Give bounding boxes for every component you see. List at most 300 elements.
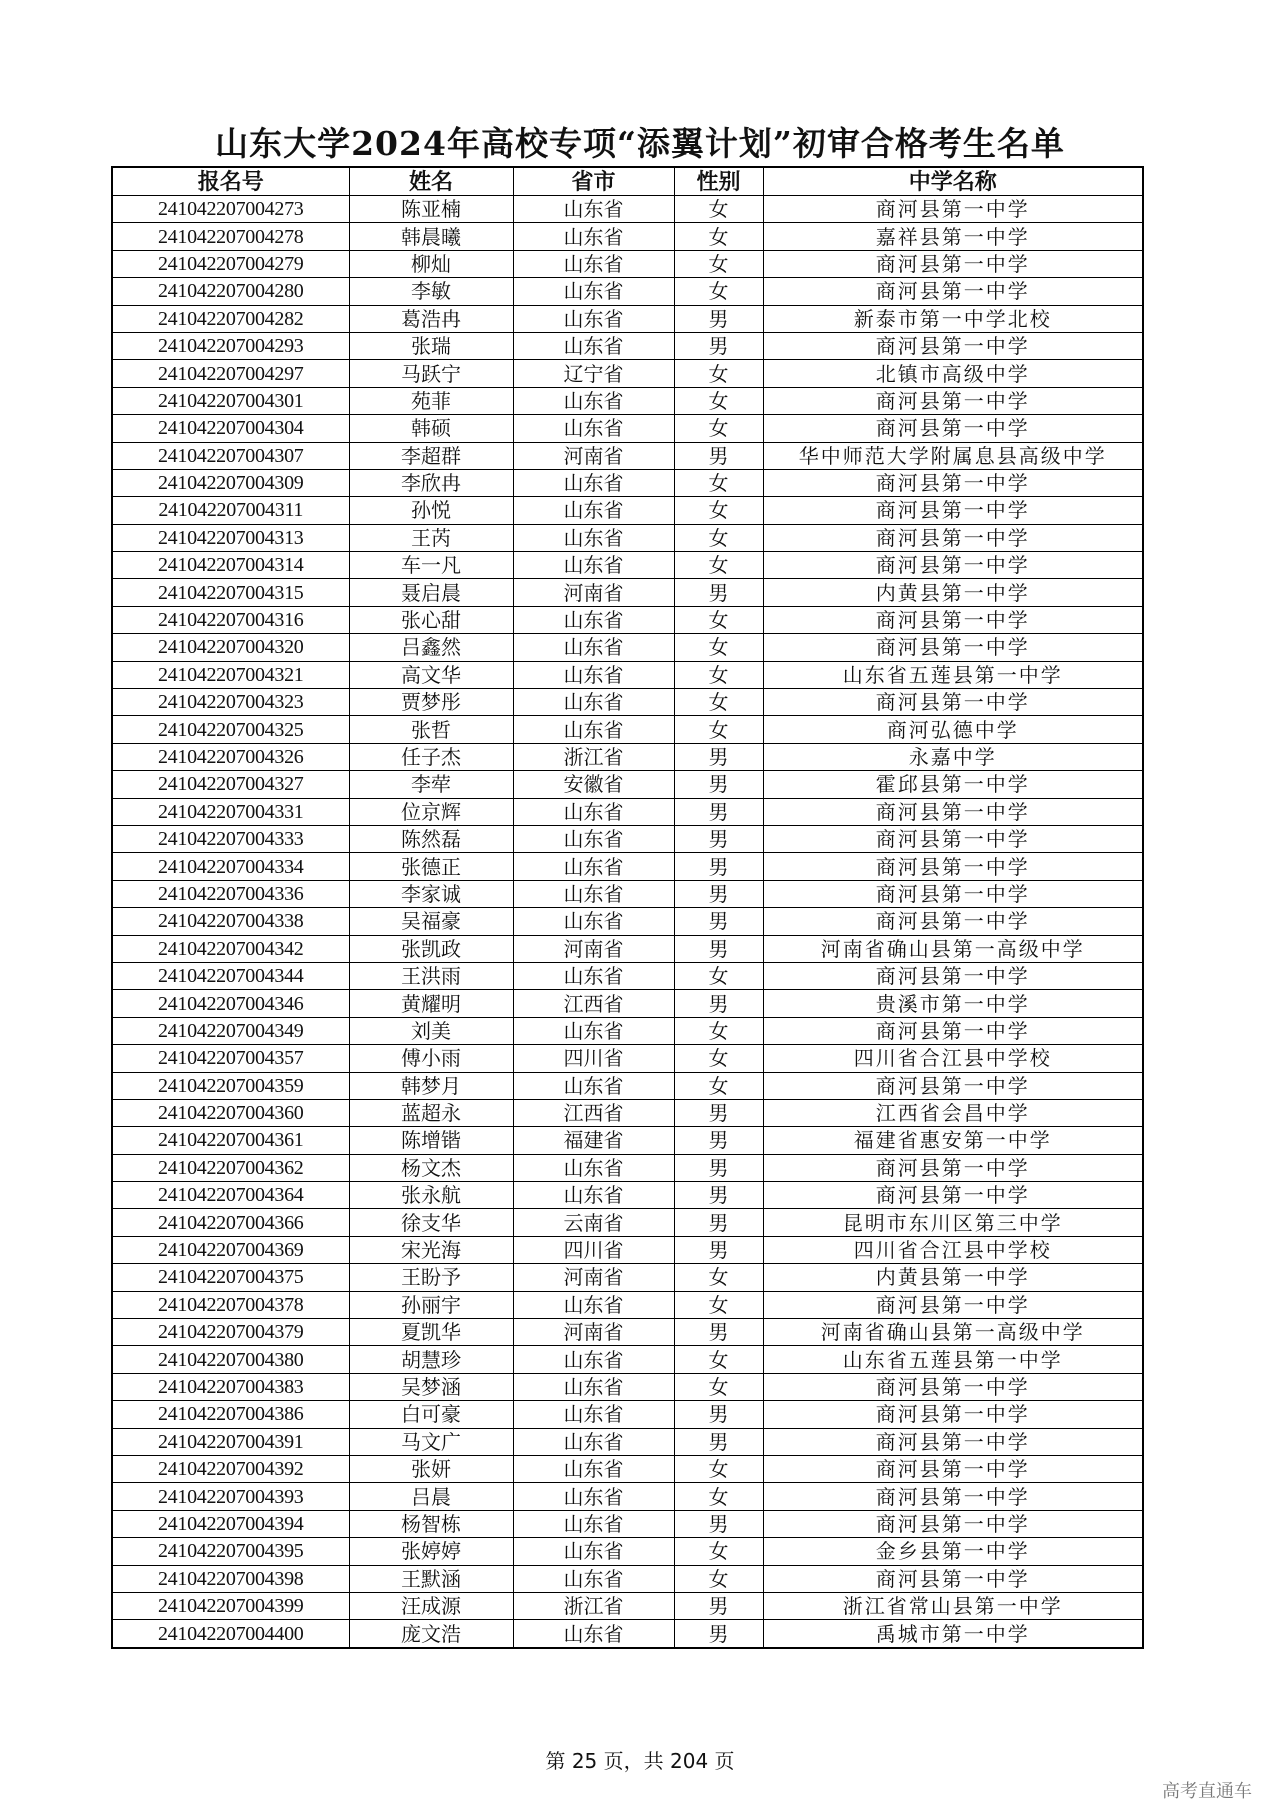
cell-gender: 男 [674, 908, 763, 935]
cell-school-name: 商河县第一中学 [763, 278, 1143, 305]
cell-gender: 女 [674, 634, 763, 661]
cell-school-name: 商河县第一中学 [763, 524, 1143, 551]
cell-registration-number: 241042207004366 [112, 1209, 349, 1236]
table-row [112, 990, 1143, 1017]
cell-registration-number: 241042207004357 [112, 1045, 349, 1072]
cell-registration-number: 241042207004369 [112, 1236, 349, 1263]
cell-registration-number: 241042207004399 [112, 1592, 349, 1619]
cell-school-name: 商河县第一中学 [763, 1510, 1143, 1537]
cell-gender: 男 [674, 1182, 763, 1209]
cell-registration-number: 241042207004311 [112, 497, 349, 524]
cell-gender: 女 [674, 1072, 763, 1099]
table-row [112, 798, 1143, 825]
cell-province: 山东省 [513, 524, 674, 551]
cell-registration-number: 241042207004364 [112, 1182, 349, 1209]
cell-registration-number: 241042207004333 [112, 825, 349, 852]
cell-gender: 女 [674, 278, 763, 305]
cell-registration-number: 241042207004391 [112, 1428, 349, 1455]
cell-gender: 男 [674, 1127, 763, 1154]
cell-gender: 女 [674, 1538, 763, 1565]
header-school: 中学名称 [763, 167, 1143, 196]
cell-gender: 女 [674, 223, 763, 250]
cell-school-name: 商河县第一中学 [763, 962, 1143, 989]
cell-registration-number: 241042207004400 [112, 1620, 349, 1648]
cell-student-name: 李超群 [349, 442, 513, 469]
cell-registration-number: 241042207004323 [112, 689, 349, 716]
cell-province: 河南省 [513, 442, 674, 469]
cell-province: 山东省 [513, 661, 674, 688]
watermark: 高考直通车 [1162, 1781, 1252, 1802]
cell-student-name: 车一凡 [349, 552, 513, 579]
table-row [112, 332, 1143, 359]
table-row [112, 1017, 1143, 1044]
cell-school-name: 商河县第一中学 [763, 798, 1143, 825]
table-row [112, 1209, 1143, 1236]
cell-province: 山东省 [513, 1182, 674, 1209]
cell-province: 山东省 [513, 497, 674, 524]
cell-school-name: 商河县第一中学 [763, 196, 1143, 223]
cell-student-name: 刘美 [349, 1017, 513, 1044]
cell-school-name: 商河县第一中学 [763, 387, 1143, 414]
page-indicator: 第 25 页，共 204 页 [545, 1749, 735, 1773]
cell-school-name: 山东省五莲县第一中学 [763, 661, 1143, 688]
cell-student-name: 葛浩冉 [349, 305, 513, 332]
cell-registration-number: 241042207004321 [112, 661, 349, 688]
table-row [112, 825, 1143, 852]
cell-registration-number: 241042207004344 [112, 962, 349, 989]
table-header-row [112, 167, 1143, 196]
cell-gender: 男 [674, 1154, 763, 1181]
cell-student-name: 杨智栋 [349, 1510, 513, 1537]
table-row [112, 771, 1143, 798]
cell-student-name: 陈然磊 [349, 825, 513, 852]
cell-province: 山东省 [513, 962, 674, 989]
cell-registration-number: 241042207004334 [112, 853, 349, 880]
cell-province: 山东省 [513, 223, 674, 250]
cell-registration-number: 241042207004386 [112, 1401, 349, 1428]
cell-school-name: 商河县第一中学 [763, 908, 1143, 935]
cell-school-name: 商河县第一中学 [763, 825, 1143, 852]
cell-student-name: 李敏 [349, 278, 513, 305]
cell-province: 山东省 [513, 1510, 674, 1537]
cell-student-name: 王洪雨 [349, 962, 513, 989]
table-row [112, 250, 1143, 277]
cell-registration-number: 241042207004393 [112, 1483, 349, 1510]
cell-school-name: 贵溪市第一中学 [763, 990, 1143, 1017]
cell-school-name: 金乡县第一中学 [763, 1538, 1143, 1565]
cell-registration-number: 241042207004378 [112, 1291, 349, 1318]
table-row [112, 1045, 1143, 1072]
cell-student-name: 夏凯华 [349, 1319, 513, 1346]
cell-school-name: 商河县第一中学 [763, 1182, 1143, 1209]
cell-gender: 男 [674, 935, 763, 962]
table-row [112, 1099, 1143, 1126]
cell-registration-number: 241042207004325 [112, 716, 349, 743]
cell-school-name: 商河县第一中学 [763, 1455, 1143, 1482]
cell-school-name: 商河县第一中学 [763, 1154, 1143, 1181]
cell-student-name: 白可豪 [349, 1401, 513, 1428]
cell-gender: 男 [674, 1620, 763, 1648]
cell-school-name: 商河县第一中学 [763, 250, 1143, 277]
cell-province: 江西省 [513, 990, 674, 1017]
cell-registration-number: 241042207004349 [112, 1017, 349, 1044]
cell-registration-number: 241042207004273 [112, 196, 349, 223]
table-row [112, 1319, 1143, 1346]
cell-school-name: 商河县第一中学 [763, 415, 1143, 442]
table-row [112, 1072, 1143, 1099]
table-row [112, 908, 1143, 935]
cell-school-name: 内黄县第一中学 [763, 1264, 1143, 1291]
cell-school-name: 禹城市第一中学 [763, 1620, 1143, 1648]
cell-school-name: 商河县第一中学 [763, 1428, 1143, 1455]
cell-gender: 女 [674, 1373, 763, 1400]
cell-province: 江西省 [513, 1099, 674, 1126]
cell-student-name: 陈增锴 [349, 1127, 513, 1154]
cell-school-name: 江西省会昌中学 [763, 1099, 1143, 1126]
cell-student-name: 宋光海 [349, 1236, 513, 1263]
cell-student-name: 蓝超永 [349, 1099, 513, 1126]
cell-student-name: 傅小雨 [349, 1045, 513, 1072]
cell-school-name: 霍邱县第一中学 [763, 771, 1143, 798]
table-row [112, 1565, 1143, 1592]
cell-gender: 男 [674, 332, 763, 359]
cell-province: 山东省 [513, 552, 674, 579]
cell-registration-number: 241042207004326 [112, 743, 349, 770]
cell-gender: 女 [674, 250, 763, 277]
cell-gender: 男 [674, 305, 763, 332]
table-row [112, 661, 1143, 688]
table-row [112, 1373, 1143, 1400]
cell-school-name: 浙江省常山县第一中学 [763, 1592, 1143, 1619]
cell-school-name: 山东省五莲县第一中学 [763, 1346, 1143, 1373]
cell-school-name: 商河县第一中学 [763, 880, 1143, 907]
cell-province: 浙江省 [513, 743, 674, 770]
cell-province: 河南省 [513, 935, 674, 962]
cell-student-name: 徐支华 [349, 1209, 513, 1236]
cell-gender: 女 [674, 1291, 763, 1318]
table-row [112, 552, 1143, 579]
cell-registration-number: 241042207004380 [112, 1346, 349, 1373]
cell-gender: 男 [674, 1209, 763, 1236]
cell-gender: 男 [674, 825, 763, 852]
cell-registration-number: 241042207004360 [112, 1099, 349, 1126]
table-row [112, 579, 1143, 606]
cell-province: 山东省 [513, 1401, 674, 1428]
cell-student-name: 吕晨 [349, 1483, 513, 1510]
cell-student-name: 吴梦涵 [349, 1373, 513, 1400]
cell-student-name: 李欣冉 [349, 469, 513, 496]
cell-student-name: 王芮 [349, 524, 513, 551]
cell-gender: 男 [674, 1510, 763, 1537]
cell-province: 山东省 [513, 880, 674, 907]
cell-province: 山东省 [513, 908, 674, 935]
cell-student-name: 陈亚楠 [349, 196, 513, 223]
table-row [112, 1264, 1143, 1291]
cell-province: 山东省 [513, 415, 674, 442]
cell-school-name: 商河县第一中学 [763, 1483, 1143, 1510]
cell-gender: 女 [674, 415, 763, 442]
table-body [112, 196, 1143, 1648]
cell-gender: 女 [674, 1045, 763, 1072]
cell-gender: 女 [674, 1483, 763, 1510]
cell-gender: 女 [674, 962, 763, 989]
cell-registration-number: 241042207004297 [112, 360, 349, 387]
cell-province: 山东省 [513, 1017, 674, 1044]
cell-registration-number: 241042207004309 [112, 469, 349, 496]
cell-student-name: 柳灿 [349, 250, 513, 277]
cell-student-name: 苑菲 [349, 387, 513, 414]
cell-school-name: 商河县第一中学 [763, 1072, 1143, 1099]
cell-province: 河南省 [513, 579, 674, 606]
table-row [112, 223, 1143, 250]
cell-student-name: 孙悦 [349, 497, 513, 524]
cell-province: 山东省 [513, 716, 674, 743]
cell-gender: 男 [674, 1428, 763, 1455]
table-row [112, 469, 1143, 496]
cell-registration-number: 241042207004279 [112, 250, 349, 277]
cell-student-name: 高文华 [349, 661, 513, 688]
table-row [112, 360, 1143, 387]
cell-registration-number: 241042207004282 [112, 305, 349, 332]
cell-gender: 男 [674, 1099, 763, 1126]
cell-province: 山东省 [513, 305, 674, 332]
cell-registration-number: 241042207004359 [112, 1072, 349, 1099]
cell-province: 山东省 [513, 1565, 674, 1592]
cell-student-name: 吕鑫然 [349, 634, 513, 661]
cell-registration-number: 241042207004313 [112, 524, 349, 551]
cell-gender: 男 [674, 1236, 763, 1263]
cell-registration-number: 241042207004293 [112, 332, 349, 359]
cell-student-name: 韩梦月 [349, 1072, 513, 1099]
cell-gender: 女 [674, 469, 763, 496]
cell-school-name: 商河县第一中学 [763, 1401, 1143, 1428]
cell-school-name: 商河县第一中学 [763, 606, 1143, 633]
cell-gender: 女 [674, 1455, 763, 1482]
cell-province: 山东省 [513, 1291, 674, 1318]
cell-student-name: 胡慧珍 [349, 1346, 513, 1373]
table-row [112, 442, 1143, 469]
cell-student-name: 李家诚 [349, 880, 513, 907]
cell-student-name: 张婷婷 [349, 1538, 513, 1565]
cell-student-name: 张瑞 [349, 332, 513, 359]
cell-school-name: 永嘉中学 [763, 743, 1143, 770]
cell-student-name: 李荦 [349, 771, 513, 798]
cell-registration-number: 241042207004307 [112, 442, 349, 469]
cell-gender: 男 [674, 1319, 763, 1346]
cell-registration-number: 241042207004331 [112, 798, 349, 825]
cell-school-name: 昆明市东川区第三中学 [763, 1209, 1143, 1236]
cell-student-name: 贾梦彤 [349, 689, 513, 716]
cell-school-name: 福建省惠安第一中学 [763, 1127, 1143, 1154]
cell-student-name: 张哲 [349, 716, 513, 743]
cell-registration-number: 241042207004301 [112, 387, 349, 414]
cell-student-name: 张永航 [349, 1182, 513, 1209]
cell-school-name: 华中师范大学附属息县高级中学 [763, 442, 1143, 469]
table-row [112, 935, 1143, 962]
cell-student-name: 庞文浩 [349, 1620, 513, 1648]
cell-school-name: 商河县第一中学 [763, 332, 1143, 359]
cell-registration-number: 241042207004375 [112, 1264, 349, 1291]
cell-school-name: 商河县第一中学 [763, 853, 1143, 880]
cell-student-name: 吴福豪 [349, 908, 513, 935]
cell-school-name: 商河县第一中学 [763, 552, 1143, 579]
cell-province: 山东省 [513, 606, 674, 633]
table-row [112, 524, 1143, 551]
cell-province: 山东省 [513, 853, 674, 880]
cell-registration-number: 241042207004394 [112, 1510, 349, 1537]
table-row [112, 278, 1143, 305]
cell-student-name: 韩晨曦 [349, 223, 513, 250]
cell-registration-number: 241042207004315 [112, 579, 349, 606]
header-name: 姓名 [349, 167, 513, 196]
cell-student-name: 马跃宁 [349, 360, 513, 387]
cell-gender: 男 [674, 880, 763, 907]
cell-gender: 女 [674, 1346, 763, 1373]
cell-student-name: 位京辉 [349, 798, 513, 825]
cell-student-name: 韩硕 [349, 415, 513, 442]
cell-province: 山东省 [513, 1538, 674, 1565]
cell-school-name: 商河县第一中学 [763, 1373, 1143, 1400]
cell-registration-number: 241042207004342 [112, 935, 349, 962]
cell-gender: 女 [674, 387, 763, 414]
cell-gender: 男 [674, 853, 763, 880]
cell-gender: 女 [674, 716, 763, 743]
table-row [112, 880, 1143, 907]
cell-student-name: 聂启晨 [349, 579, 513, 606]
cell-province: 山东省 [513, 634, 674, 661]
cell-province: 山东省 [513, 825, 674, 852]
table-row [112, 196, 1143, 223]
cell-province: 山东省 [513, 1428, 674, 1455]
cell-gender: 女 [674, 1565, 763, 1592]
cell-gender: 女 [674, 360, 763, 387]
cell-student-name: 张心甜 [349, 606, 513, 633]
cell-gender: 女 [674, 661, 763, 688]
cell-school-name: 新泰市第一中学北校 [763, 305, 1143, 332]
cell-gender: 男 [674, 1401, 763, 1428]
cell-school-name: 商河县第一中学 [763, 497, 1143, 524]
cell-gender: 男 [674, 771, 763, 798]
table-row [112, 1483, 1143, 1510]
cell-gender: 女 [674, 497, 763, 524]
cell-gender: 女 [674, 196, 763, 223]
table-row [112, 962, 1143, 989]
table-row [112, 497, 1143, 524]
cell-school-name: 商河县第一中学 [763, 469, 1143, 496]
cell-student-name: 马文广 [349, 1428, 513, 1455]
cell-registration-number: 241042207004398 [112, 1565, 349, 1592]
table-row [112, 1182, 1143, 1209]
table-row [112, 743, 1143, 770]
cell-student-name: 王默涵 [349, 1565, 513, 1592]
table-row [112, 606, 1143, 633]
cell-student-name: 黄耀明 [349, 990, 513, 1017]
cell-province: 四川省 [513, 1236, 674, 1263]
cell-student-name: 张妍 [349, 1455, 513, 1482]
cell-student-name: 王盼予 [349, 1264, 513, 1291]
cell-student-name: 杨文杰 [349, 1154, 513, 1181]
cell-province: 安徽省 [513, 771, 674, 798]
cell-province: 山东省 [513, 1483, 674, 1510]
table-row [112, 634, 1143, 661]
cell-gender: 男 [674, 743, 763, 770]
table-row [112, 1346, 1143, 1373]
table-row [112, 1236, 1143, 1263]
cell-province: 山东省 [513, 1620, 674, 1648]
cell-province: 山东省 [513, 278, 674, 305]
header-gender: 性别 [674, 167, 763, 196]
cell-registration-number: 241042207004327 [112, 771, 349, 798]
table-row [112, 415, 1143, 442]
header-province: 省市 [513, 167, 674, 196]
cell-registration-number: 241042207004395 [112, 1538, 349, 1565]
cell-registration-number: 241042207004278 [112, 223, 349, 250]
cell-province: 辽宁省 [513, 360, 674, 387]
cell-school-name: 河南省确山县第一高级中学 [763, 935, 1143, 962]
cell-school-name: 嘉祥县第一中学 [763, 223, 1143, 250]
cell-gender: 女 [674, 552, 763, 579]
cell-province: 河南省 [513, 1319, 674, 1346]
table-row [112, 1127, 1143, 1154]
cell-student-name: 孙丽宇 [349, 1291, 513, 1318]
table-row [112, 716, 1143, 743]
header-registration-number: 报名号 [112, 167, 349, 196]
cell-province: 四川省 [513, 1045, 674, 1072]
cell-province: 山东省 [513, 250, 674, 277]
cell-province: 山东省 [513, 469, 674, 496]
cell-registration-number: 241042207004304 [112, 415, 349, 442]
table-row [112, 1620, 1143, 1648]
cell-province: 山东省 [513, 689, 674, 716]
cell-province: 山东省 [513, 1373, 674, 1400]
cell-student-name: 张凯政 [349, 935, 513, 962]
cell-province: 山东省 [513, 387, 674, 414]
cell-school-name: 四川省合江县中学校 [763, 1045, 1143, 1072]
table-row [112, 1592, 1143, 1619]
cell-school-name: 商河县第一中学 [763, 1017, 1143, 1044]
cell-registration-number: 241042207004379 [112, 1319, 349, 1346]
cell-registration-number: 241042207004320 [112, 634, 349, 661]
cell-province: 云南省 [513, 1209, 674, 1236]
cell-registration-number: 241042207004346 [112, 990, 349, 1017]
cell-registration-number: 241042207004362 [112, 1154, 349, 1181]
document-title: 山东大学2024年高校专项“添翼计划”初审合格考生名单 [215, 124, 1065, 163]
cell-province: 山东省 [513, 1072, 674, 1099]
cell-registration-number: 241042207004383 [112, 1373, 349, 1400]
cell-school-name: 四川省合江县中学校 [763, 1236, 1143, 1263]
table-row [112, 1291, 1143, 1318]
cell-school-name: 商河县第一中学 [763, 1565, 1143, 1592]
cell-gender: 女 [674, 689, 763, 716]
cell-student-name: 张德正 [349, 853, 513, 880]
cell-school-name: 商河县第一中学 [763, 634, 1143, 661]
cell-gender: 女 [674, 1017, 763, 1044]
cell-registration-number: 241042207004392 [112, 1455, 349, 1482]
candidate-table [111, 166, 1144, 1649]
cell-gender: 男 [674, 798, 763, 825]
cell-province: 山东省 [513, 332, 674, 359]
table-row [112, 1510, 1143, 1537]
table-row [112, 1401, 1143, 1428]
cell-gender: 女 [674, 524, 763, 551]
table-row [112, 305, 1143, 332]
cell-province: 山东省 [513, 1154, 674, 1181]
cell-province: 福建省 [513, 1127, 674, 1154]
cell-school-name: 商河县第一中学 [763, 1291, 1143, 1318]
cell-province: 河南省 [513, 1264, 674, 1291]
cell-school-name: 河南省确山县第一高级中学 [763, 1319, 1143, 1346]
cell-province: 山东省 [513, 196, 674, 223]
